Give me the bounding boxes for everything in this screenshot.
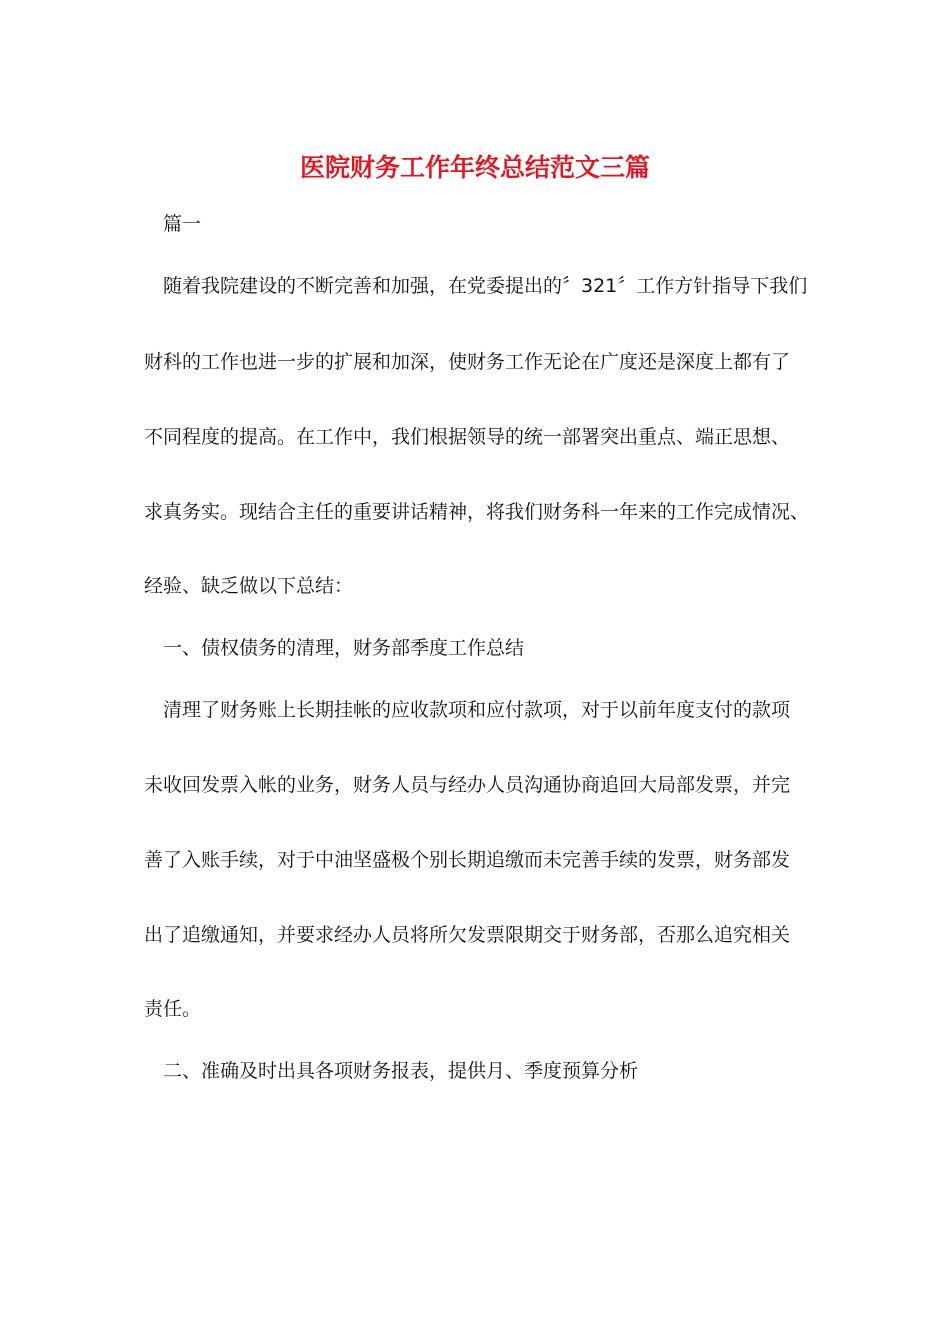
section-heading-1: 一、债权债务的清理，财务部季度工作总结 — [163, 637, 525, 659]
paragraph-line: 求真务实。现结合主任的重要讲话精神，将我们财务科一年来的工作完成情况、 — [144, 501, 810, 523]
paragraph-line: 不同程度的提高。在工作中，我们根据领导的统一部署突出重点、端正思想、 — [144, 426, 791, 448]
document-title: 医院财务工作年终总结范文三篇 — [299, 153, 650, 182]
paragraph-line: 经验、缺乏做以下总结： — [144, 575, 354, 597]
paragraph-line: 随着我院建设的不断完善和加强，在党委提出的〞321〞工作方针指导下我们 — [163, 275, 808, 297]
paragraph-line: 未收回发票入帐的业务，财务人员与经办人员沟通协商追回大局部发票，并完 — [144, 774, 791, 796]
paragraph-line: 清理了财务账上长期挂帐的应收款项和应付款项，对于以前年度支付的款项 — [163, 699, 791, 721]
paragraph-line: 善了入账手续，对于中油坚盛极个别长期追缴而未完善手续的发票，财务部发 — [144, 849, 791, 871]
paragraph-line: 责任。 — [144, 998, 202, 1020]
section-heading-2: 二、准确及时出具各项财务报表，提供月、季度预算分析 — [163, 1060, 639, 1082]
paragraph-line: 财科的工作也进一步的扩展和加深，使财务工作无论在广度还是深度上都有了 — [144, 351, 791, 373]
section-heading-part-one: 篇一 — [163, 213, 202, 235]
paragraph-line: 出了追缴通知，并要求经办人员将所欠发票限期交于财务部，否那么追究相关 — [144, 924, 791, 946]
